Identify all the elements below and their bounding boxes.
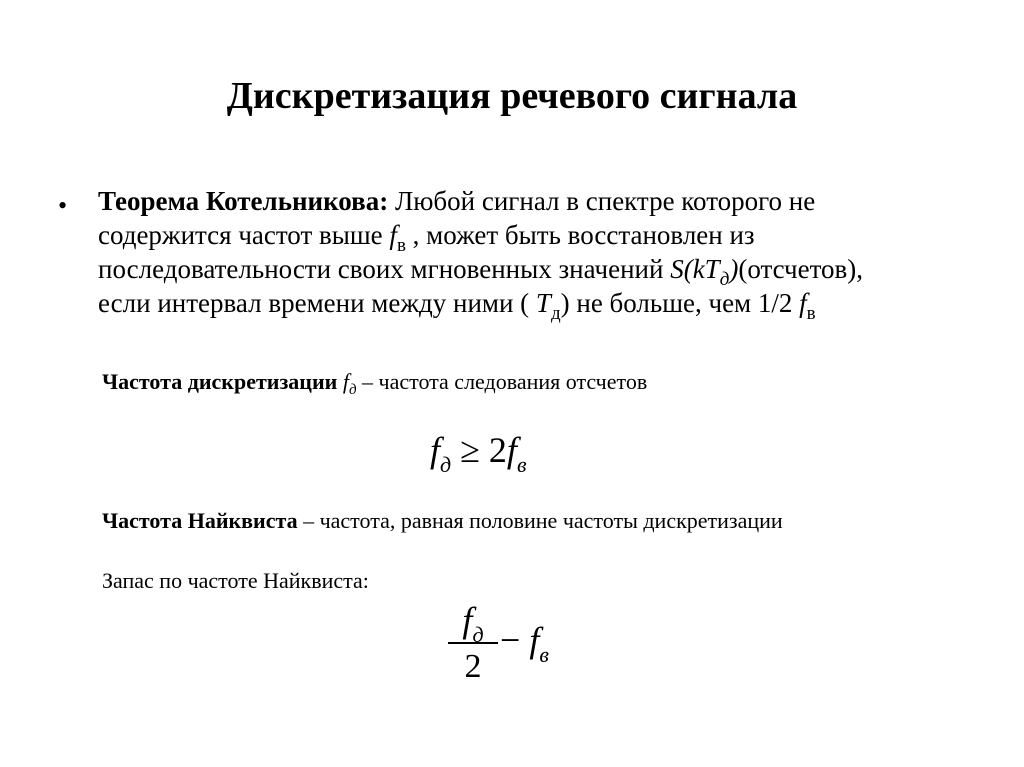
bullet-marker: •	[58, 191, 68, 220]
s-expression-close: )	[729, 254, 739, 284]
sampling-condition-formula	[430, 428, 527, 477]
theorem-line4-text-b: ) не больше, чем 1/2	[560, 288, 800, 318]
formula2-tail	[500, 618, 549, 667]
theorem-lead: Теорема Котельникова:	[98, 186, 389, 216]
nyquist-definition-text: – частота, равная половине частоты дискретизации	[297, 508, 783, 533]
theorem-line2-text-a: содержится частот выше	[98, 220, 390, 250]
formula1-sub2: в	[516, 452, 527, 477]
sampling-term: Частота дискретизации	[102, 369, 338, 394]
fraction-numerator	[448, 600, 498, 647]
formula2-minus: −	[500, 620, 530, 660]
theorem-line-1	[98, 184, 928, 218]
fraction	[448, 600, 498, 686]
formula2-sub: в	[539, 642, 549, 667]
formula2-f: f	[529, 620, 540, 660]
sampling-f-subscript: д	[348, 382, 357, 398]
slide-title: Дискретизация речевого сигнала	[226, 75, 798, 117]
f-symbol-end: f	[799, 288, 807, 318]
theorem-line-4	[98, 286, 928, 324]
theorem-line-2	[98, 218, 928, 256]
formula1-operator: ≥ 2	[451, 430, 507, 470]
sampling-frequency-definition	[102, 368, 647, 396]
nyquist-margin-formula	[440, 600, 600, 690]
t-subscript-d: д	[719, 269, 730, 290]
theorem-line-3	[98, 252, 928, 290]
theorem-line3-text-a: последовательности своих мгновенных значений	[98, 254, 671, 284]
f-subscript-end: в	[806, 303, 816, 324]
theorem-paragraph	[98, 184, 928, 324]
f-subscript-v: в	[396, 235, 406, 256]
t-subscript: д	[550, 303, 561, 324]
formula1-sub1: д	[440, 452, 452, 477]
s-expression: S(kT	[670, 254, 720, 284]
nyquist-margin-label: Запас по частоте Найквиста:	[102, 568, 369, 593]
nyquist-frequency-definition	[102, 507, 783, 535]
sampling-definition-text: – частота следования отсчетов	[356, 369, 648, 394]
f-symbol: f	[389, 220, 397, 250]
formula1-f1: f	[430, 430, 441, 470]
theorem-line4-text-a: если интервал времени между ними (	[98, 288, 536, 318]
numerator-f: f	[462, 600, 473, 640]
fraction-denominator: 2	[464, 648, 482, 685]
theorem-line1-text: Любой сигнал в спектре которого не	[388, 186, 816, 216]
formula1-f2: f	[506, 430, 517, 470]
t-symbol: T	[535, 288, 551, 318]
theorem-line3-text-b: (отсчетов),	[738, 254, 864, 284]
numerator-sub: д	[472, 622, 484, 647]
sampling-f-symbol: f	[342, 369, 349, 394]
nyquist-term: Частота Найквиста	[102, 508, 298, 533]
theorem-line2-text-b: , может быть восстановлен из	[405, 220, 755, 250]
